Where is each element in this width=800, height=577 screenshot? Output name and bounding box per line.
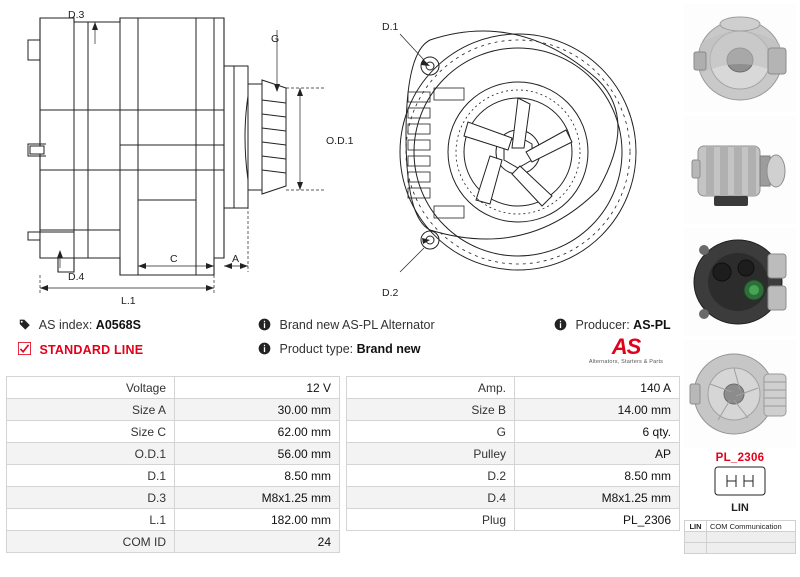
label-d2-front: D.2 xyxy=(382,287,399,299)
product-photo-4[interactable] xyxy=(684,340,796,448)
tag-icon xyxy=(18,318,31,334)
spec-key: Voltage xyxy=(7,377,175,399)
info-icon-3 xyxy=(554,318,567,334)
label-c: C xyxy=(170,253,178,265)
table-row xyxy=(685,532,796,543)
product-type-value: Brand new xyxy=(356,342,421,356)
spec-value: 8.50 mm xyxy=(515,465,680,487)
as-index-label: AS index: xyxy=(38,318,93,332)
plug-code: PL_2306 xyxy=(715,452,765,464)
table-row xyxy=(347,377,680,399)
spec-value: 56.00 mm xyxy=(175,443,340,465)
product-type-label: Product type: xyxy=(279,342,354,356)
spec-key: Pulley xyxy=(347,443,515,465)
spec-value: 12 V xyxy=(175,377,340,399)
plug-desc: COM Communication xyxy=(707,521,796,532)
spec-value: 182.00 mm xyxy=(175,509,340,531)
product-type xyxy=(258,342,421,358)
table-row xyxy=(7,443,340,465)
spec-value: 30.00 mm xyxy=(175,399,340,421)
table-row xyxy=(685,543,796,554)
table-row xyxy=(347,509,680,531)
as-index-value: A0568S xyxy=(95,318,141,332)
spec-key: Size A xyxy=(7,399,175,421)
label-l1: L.1 xyxy=(121,295,136,307)
spec-value: PL_2306 xyxy=(515,509,680,531)
spec-table-right xyxy=(346,376,680,531)
label-d4: D.4 xyxy=(68,271,85,283)
table-row xyxy=(347,487,680,509)
brand-text: Brand new AS-PL Alternator xyxy=(279,318,435,332)
as-index xyxy=(18,318,141,334)
spec-key: D.1 xyxy=(7,465,175,487)
spec-key: D.3 xyxy=(7,487,175,509)
spec-key: Amp. xyxy=(347,377,515,399)
info-icon xyxy=(258,318,271,334)
spec-key: L.1 xyxy=(7,509,175,531)
label-d3: D.3 xyxy=(68,9,85,21)
check-box-icon xyxy=(18,342,31,358)
table-row xyxy=(347,421,680,443)
technical-drawings xyxy=(0,0,680,308)
table-row xyxy=(7,465,340,487)
standard-line xyxy=(18,342,143,358)
plug-type: LIN xyxy=(731,502,749,514)
spec-value: M8x1.25 mm xyxy=(175,487,340,509)
plug-pin-table xyxy=(684,520,796,554)
table-row xyxy=(7,531,340,553)
brand-info xyxy=(258,318,435,334)
spec-key: Size B xyxy=(347,399,515,421)
plug-pin xyxy=(685,532,707,543)
plug-pin xyxy=(685,543,707,554)
info-icon-2 xyxy=(258,342,271,358)
standard-line-text: STANDARD LINE xyxy=(39,343,144,357)
spec-value: 62.00 mm xyxy=(175,421,340,443)
spec-key: D.2 xyxy=(347,465,515,487)
table-row xyxy=(347,465,680,487)
spec-key: G xyxy=(347,421,515,443)
product-photo-1[interactable] xyxy=(684,4,796,112)
aspl-logo xyxy=(578,336,674,365)
spec-value: 14.00 mm xyxy=(515,399,680,421)
table-row xyxy=(347,443,680,465)
producer-label: Producer: xyxy=(575,318,630,332)
plug-desc xyxy=(707,543,796,554)
aspl-logo-mark: AS xyxy=(611,334,641,359)
spec-key: COM ID xyxy=(7,531,175,553)
plug-diagram xyxy=(684,466,796,514)
producer-value: AS-PL xyxy=(633,318,671,332)
label-od1: O.D.1 xyxy=(326,135,354,147)
table-row xyxy=(685,521,796,532)
table-row xyxy=(347,399,680,421)
spec-value: 8.50 mm xyxy=(175,465,340,487)
plug-pin: LIN xyxy=(685,521,707,532)
spec-value: 24 xyxy=(175,531,340,553)
label-a: A xyxy=(232,253,240,265)
product-photo-2[interactable] xyxy=(684,116,796,224)
table-row xyxy=(7,421,340,443)
producer xyxy=(554,318,671,334)
spec-key: Plug xyxy=(347,509,515,531)
plug-desc xyxy=(707,532,796,543)
product-photo-column xyxy=(684,0,800,577)
product-photo-3[interactable] xyxy=(684,228,796,336)
table-row xyxy=(7,487,340,509)
table-row xyxy=(7,377,340,399)
label-g: G xyxy=(271,33,280,45)
aspl-logo-sub: Alternators, Starters & Parts xyxy=(588,359,664,365)
spec-value: M8x1.25 mm xyxy=(515,487,680,509)
spec-key: D.4 xyxy=(347,487,515,509)
spec-tables xyxy=(6,376,680,553)
table-row xyxy=(7,509,340,531)
spec-value: 6 qty. xyxy=(515,421,680,443)
spec-value: AP xyxy=(515,443,680,465)
spec-table-left xyxy=(6,376,340,553)
table-row xyxy=(7,399,340,421)
spec-value: 140 A xyxy=(515,377,680,399)
drawing-svg xyxy=(0,0,680,308)
label-d1-front: D.1 xyxy=(382,21,399,33)
spec-key: Size C xyxy=(7,421,175,443)
spec-key: O.D.1 xyxy=(7,443,175,465)
